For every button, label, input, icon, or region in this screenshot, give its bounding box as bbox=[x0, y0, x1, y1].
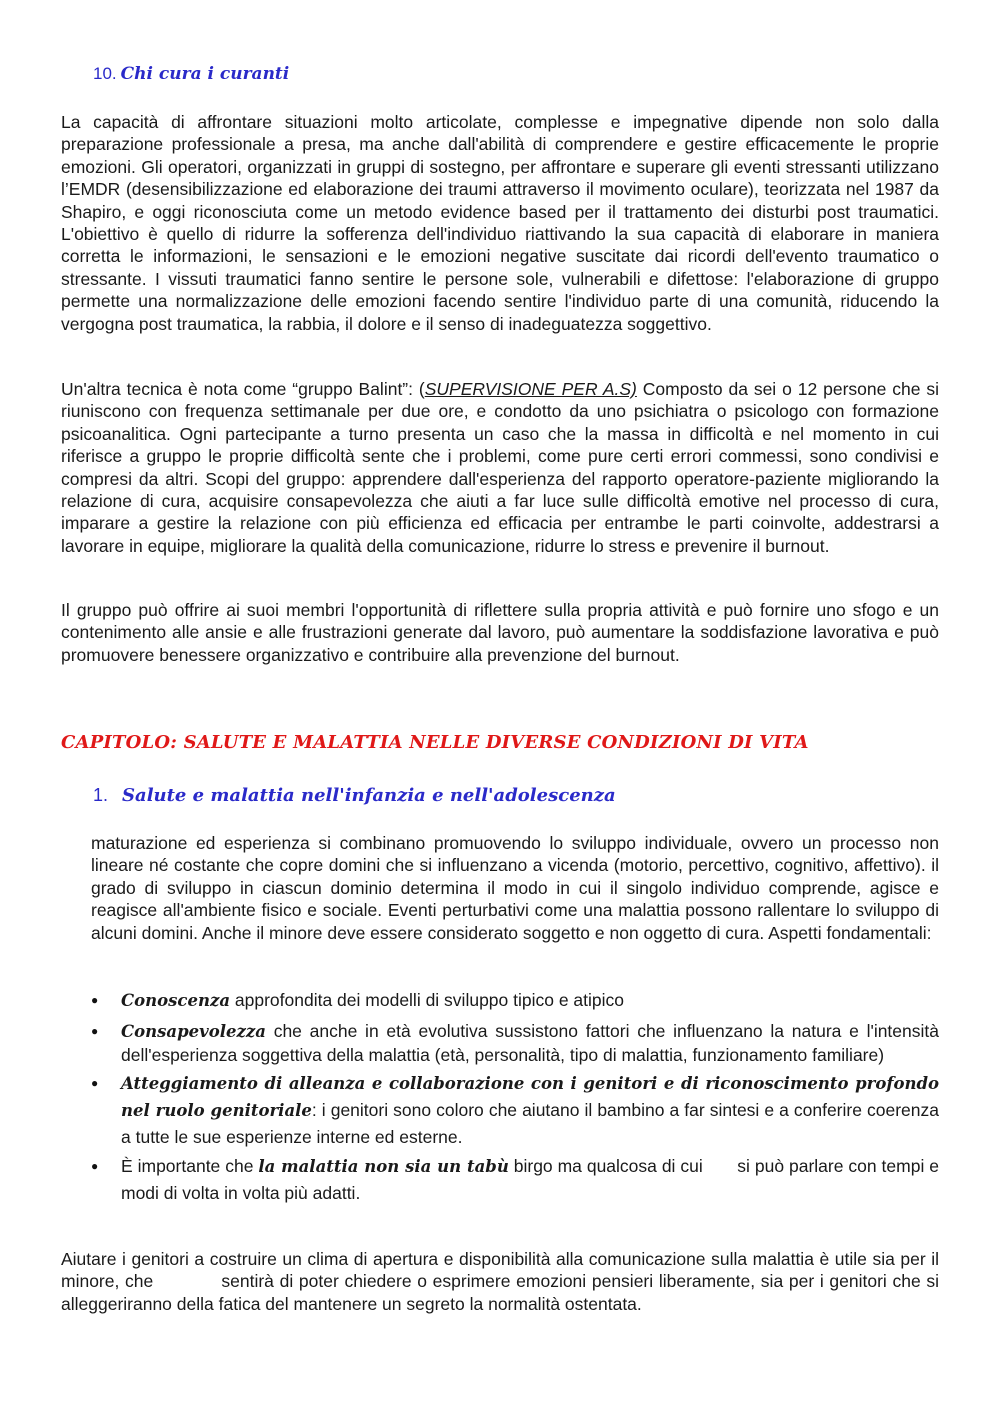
section-title: Chi cura i curanti bbox=[120, 64, 290, 84]
list-item-text: approfondita dei modelli di sviluppo tipico e atipico bbox=[230, 990, 625, 1010]
paragraph-development: maturazione ed esperienza si combinano promuovendo lo sviluppo individuale, ovvero un processo non lineare né costante che copre domini che si influenzano a vicenda (motorio, percettivo, cognitivo, affettivo). il grado di sviluppo in ciascun dominio determina il modo in cui il singolo individuo comprende, agisce e reagisce all'ambiente fisico e sociale. Eventi perturbativi come una malattia possono rallentare lo sviluppo di alcuni domini. Anche il minore deve essere considerato soggetto e non oggetto di cura. Aspetti fondamentali: bbox=[91, 833, 939, 943]
paragraph-closing: Aiutare i genitori a costruire un clima di apertura e disponibilità alla comunicazione sulla malattia è utile sia per il minore, che sentirà di poter chiedere o esprimere emozioni pensieri liberamente, sia per i genitori che si alleggeriranno della fatica del mantenere un segreto la normalità ostentata. bbox=[61, 1249, 944, 1314]
aspects-list bbox=[91, 989, 944, 1206]
paragraph-balint-rest: Composto da sei o 12 persone che si riuniscono con frequenza settimanale per due ore, e condotto da uno psichiatra o psicologo con formazione psicoanalitica. Ogni partecipante a turno presenta un caso che la massa in difficoltà e nel momento in cui riferisce a gruppo le proprie difficoltà sente che i problemi, come pure certi errori commessi, sono condivisi e compresi da altri. Scopi del gruppo: apprendere dall'esperienza del rapporto operatore-paziente migliorando la relazione di cura, acquisire consapevolezza che aiuti a far luce sulle difficoltà emotive nel processo di cura, imparare a gestire la relazione con più efficienza ed efficacia per entrambe le parti coinvolte, addestrarsi a lavorare in equipe, migliorare la qualità della comunicazione, ridurre lo stress e prevenire il burnout. bbox=[61, 379, 940, 556]
chapter-title: CAPITOLO: SALUTE E MALATTIA NELLE DIVERSE CONDIZIONI DI VITA bbox=[61, 732, 809, 753]
paragraph-balint-start: Un'altra tecnica è nota come “gruppo Balint”: ( bbox=[61, 379, 425, 399]
paragraph-emdr: La capacità di affrontare situazioni molto articolate, complesse e impegnative dipende non solo dalla preparazione professionale a presa, ma anche dall'abilità di comprendere e gestire efficacemente le proprie emozioni. Gli operatori, organizzati in gruppi di sostegno, per affrontare e superare gli eventi stressanti utilizzano l’EMDR (desensibilizzazione ed elaborazione dei traumi attraverso il movimento oculare), teorizzata nel 1987 da Shapiro, e oggi riconosciuta come un metodo evidence based per il trattamento dei disturbi post traumatici. L'obiettivo è quello di ridurre la sofferenza dell'individuo riattivando la sua capacità di elaborare in maniera corretta le informazioni, le sensazioni e le emozioni negative suscitate dai ricordi dell'evento traumatico o stressante. I vissuti traumatici fanno sentire le persone sole, vulnerabili e difettose: l'elaborazione di gruppo permette una normalizzazione delle emozioni facendo sentire l'individuo parte di una comunità, riducendo la vergogna post traumatica, la rabbia, il dolore e il senso di inadeguatezza soggettivo. bbox=[61, 112, 939, 334]
paragraph-group-benefits: Il gruppo può offrire ai suoi membri l'opportunità di riflettere sulla propria attività e può fornire uno sfogo e un contenimento alle ansie e alle frustrazioni generate dal lavoro, può aumentare la soddisfazione lavorativa e può promuovere benessere organizzativo e contribuire alla prevenzione del burnout. bbox=[61, 600, 939, 665]
list-item-pre: È importante che bbox=[121, 1156, 259, 1177]
section-number: 1. bbox=[93, 785, 109, 805]
section-number: 10. bbox=[93, 64, 117, 83]
list-item bbox=[91, 989, 939, 1012]
list-item-bold: la malattia non sia un tabù bbox=[258, 1157, 509, 1177]
list-item bbox=[91, 1020, 939, 1066]
section-10-heading bbox=[93, 64, 289, 84]
list-item-text: birgo ma qualcosa di cui si può parlare con tempi e modi di volta in volta più adatti. bbox=[121, 1156, 944, 1204]
paragraph-balint bbox=[61, 378, 939, 557]
section-title: Salute e malattia nell'infanzia e nell'adolescenza bbox=[122, 785, 616, 806]
list-item-text: : i genitori sono coloro che aiutano il bambino a far sintesi e a conferire coerenza a tutte le sue esperienze interne ed esterne. bbox=[121, 1100, 939, 1148]
list-item-bold: Conoscenza bbox=[121, 991, 231, 1010]
list-item-bold: Consapevolezza bbox=[121, 1022, 266, 1042]
list-item bbox=[91, 1070, 939, 1151]
list-item bbox=[91, 1153, 944, 1206]
supervision-link[interactable]: SUPERVISIONE PER A.S) bbox=[424, 379, 637, 399]
section-1-heading bbox=[93, 785, 616, 806]
list-item-text: che anche in età evolutiva sussistono fattori che influenzano la natura e l'intensità dell'esperienza soggettiva della malattia (età, personalità, tipo di malattia, funzionamento familiare) bbox=[121, 1021, 939, 1065]
list-item-bold: Atteggiamento di alleanza e collaborazione con i genitori e di riconoscimento profondo nel ruolo genitoriale bbox=[121, 1074, 939, 1121]
